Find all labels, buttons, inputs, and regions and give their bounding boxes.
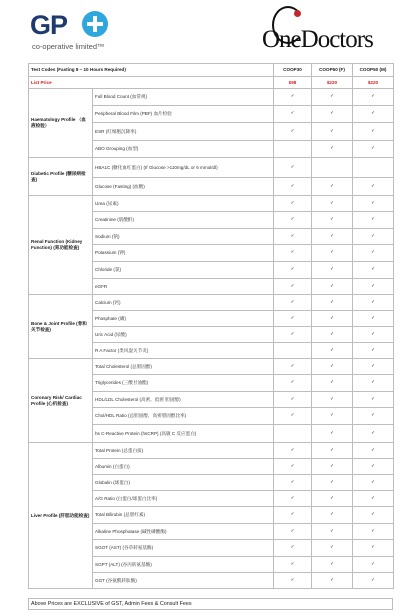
check-mark-icon: ✓ — [274, 475, 312, 491]
column-header-test-codes: Test Codes (Fasting 8 – 10 Hours Required) — [29, 64, 274, 77]
check-mark-icon: ✓ — [353, 141, 394, 158]
test-name: HDL/LDL Cholesterol (高密、低密 胆固醇) — [93, 392, 274, 408]
check-mark-icon: ✓ — [353, 557, 394, 573]
test-name: Triglycerides (三酸甘油酯) — [93, 375, 274, 392]
check-mark-icon: ✓ — [312, 359, 353, 375]
plus-icon — [82, 11, 108, 37]
check-mark-icon: ✓ — [353, 178, 394, 196]
check-mark-icon: ✓ — [353, 311, 394, 327]
table-row — [29, 89, 394, 106]
check-mark-icon: ✓ — [274, 408, 312, 425]
check-mark-icon: ✓ — [353, 279, 394, 295]
list-price-label: List Price — [29, 77, 274, 89]
health-screening-price-table — [28, 63, 394, 589]
price-coop50-f: $220 — [312, 77, 353, 89]
check-mark-icon: ✓ — [353, 573, 394, 589]
check-mark-icon: ✓ — [312, 229, 353, 245]
test-name: ABO Grouping (血型) — [93, 141, 274, 158]
column-header-coop30: COOP30 — [274, 64, 312, 77]
check-mark-icon: ✓ — [353, 123, 394, 141]
test-name: Chol/HDL Ratio (总胆固醇，高密胆固醇比率) — [93, 408, 274, 425]
profile-category: Bone & Joint Profile (骨和关节检查) — [29, 295, 93, 359]
test-name: HBA1C (糖化血红蛋白) (If Glucose >110mg/dL or 6 mmol/dl) — [93, 158, 274, 178]
check-mark-icon: ✓ — [353, 443, 394, 459]
test-name: Urea (尿素) — [93, 196, 274, 212]
test-name: SGPT (ALT) (谷丙转氨基酶) — [93, 557, 274, 573]
check-mark-icon: ✓ — [312, 425, 353, 443]
check-mark-icon: ✓ — [353, 196, 394, 212]
table-row — [29, 295, 394, 311]
check-mark-icon: ✓ — [312, 573, 353, 589]
check-mark-icon: ✓ — [312, 327, 353, 343]
check-mark-icon: ✓ — [274, 524, 312, 540]
test-name: SGOT (AST) (谷草转氨基酶) — [93, 540, 274, 557]
check-mark-icon: ✓ — [274, 262, 312, 279]
check-mark-icon — [274, 141, 312, 158]
check-mark-icon: ✓ — [353, 245, 394, 262]
check-mark-icon: ✓ — [312, 491, 353, 507]
check-mark-icon: ✓ — [353, 392, 394, 408]
check-mark-icon: ✓ — [312, 557, 353, 573]
check-mark-icon: ✓ — [353, 425, 394, 443]
check-mark-icon: ✓ — [353, 540, 394, 557]
table-row — [29, 443, 394, 459]
check-mark-icon: ✓ — [353, 408, 394, 425]
check-mark-icon: ✓ — [274, 359, 312, 375]
check-mark-icon: ✓ — [312, 196, 353, 212]
profile-category: Liver Profile (肝胆功能检查) — [29, 443, 93, 589]
check-mark-icon: ✓ — [312, 459, 353, 475]
check-mark-icon: ✓ — [353, 106, 394, 123]
profile-category: Diabetic Profile (糖尿病检查) — [29, 158, 93, 196]
test-name: Peripheral Blood Film (PBF) 血片检验 — [93, 106, 274, 123]
check-mark-icon: ✓ — [353, 229, 394, 245]
gp-logo-subtitle: co-operative limited™ — [32, 42, 105, 51]
check-mark-icon — [353, 158, 394, 178]
test-name: Calcium (钙) — [93, 295, 274, 311]
profile-category: Haematology Profile （血液检验） — [29, 89, 93, 158]
table-header-row — [29, 64, 394, 77]
check-mark-icon: ✓ — [353, 459, 394, 475]
check-mark-icon — [312, 158, 353, 178]
test-name: Uric Acid (尿酸) — [93, 327, 274, 343]
page-header — [0, 0, 415, 62]
check-mark-icon: ✓ — [274, 459, 312, 475]
test-name: Albumin (白蛋白) — [93, 459, 274, 475]
check-mark-icon: ✓ — [353, 491, 394, 507]
check-mark-icon: ✓ — [353, 375, 394, 392]
check-mark-icon: ✓ — [274, 540, 312, 557]
check-mark-icon: ✓ — [274, 158, 312, 178]
test-name: Globulin (球蛋白) — [93, 475, 274, 491]
onedoctors-logo-text: OneDoctors — [262, 26, 373, 53]
test-name: ESR (红细胞沉降率) — [93, 123, 274, 141]
check-mark-icon: ✓ — [312, 262, 353, 279]
check-mark-icon: ✓ — [274, 507, 312, 524]
check-mark-icon: ✓ — [274, 279, 312, 295]
profile-category: Renal Function (Kidney Function) (肾功能检查) — [29, 196, 93, 295]
check-mark-icon: ✓ — [312, 375, 353, 392]
check-mark-icon: ✓ — [274, 392, 312, 408]
check-mark-icon: ✓ — [312, 343, 353, 359]
check-mark-icon: ✓ — [274, 212, 312, 229]
check-mark-icon: ✓ — [312, 212, 353, 229]
check-mark-icon: ✓ — [353, 212, 394, 229]
test-name: Sodium (钠) — [93, 229, 274, 245]
price-disclaimer: Above Prices are EXCLUSIVE of GST, Admin Fees & Consult Fees — [28, 598, 393, 610]
stethoscope-head-icon — [294, 10, 301, 17]
check-mark-icon: ✓ — [353, 343, 394, 359]
onedoctors-logo — [262, 4, 412, 60]
check-mark-icon: ✓ — [312, 141, 353, 158]
column-header-coop50-f: COOP50 (F) — [312, 64, 353, 77]
test-name: Phosphate (磷) — [93, 311, 274, 327]
check-mark-icon: ✓ — [274, 196, 312, 212]
check-mark-icon — [274, 343, 312, 359]
check-mark-icon: ✓ — [312, 443, 353, 459]
check-mark-icon: ✓ — [353, 295, 394, 311]
check-mark-icon: ✓ — [274, 491, 312, 507]
check-mark-icon: ✓ — [353, 507, 394, 524]
table-row — [29, 196, 394, 212]
check-mark-icon: ✓ — [274, 229, 312, 245]
check-mark-icon: ✓ — [312, 540, 353, 557]
test-name: Potassium (钾) — [93, 245, 274, 262]
column-header-coop50-m: COOP50 (M) — [353, 64, 394, 77]
check-mark-icon: ✓ — [274, 443, 312, 459]
check-mark-icon: ✓ — [274, 573, 312, 589]
check-mark-icon: ✓ — [312, 311, 353, 327]
test-name: R A Factor (类风湿关节炎) — [93, 343, 274, 359]
check-mark-icon: ✓ — [274, 311, 312, 327]
test-name: Total Protein (总蛋白质) — [93, 443, 274, 459]
check-mark-icon: ✓ — [312, 178, 353, 196]
check-mark-icon: ✓ — [353, 359, 394, 375]
check-mark-icon: ✓ — [274, 375, 312, 392]
check-mark-icon: ✓ — [312, 524, 353, 540]
check-mark-icon: ✓ — [353, 262, 394, 279]
test-name: GGT (谷氨酰转肽酶) — [93, 573, 274, 589]
table-row — [29, 359, 394, 375]
check-mark-icon: ✓ — [353, 524, 394, 540]
check-mark-icon: ✓ — [312, 392, 353, 408]
check-mark-icon: ✓ — [353, 89, 394, 106]
check-mark-icon: ✓ — [274, 245, 312, 262]
test-name: hs C-Reactive Protein (hsCRP) (高敏 C 反应蛋白) — [93, 425, 274, 443]
check-mark-icon: ✓ — [353, 475, 394, 491]
check-mark-icon: ✓ — [312, 89, 353, 106]
check-mark-icon: ✓ — [312, 123, 353, 141]
check-mark-icon: ✓ — [312, 507, 353, 524]
test-name: Total Cholesterol (总胆固醇) — [93, 359, 274, 375]
price-coop30: $98 — [274, 77, 312, 89]
check-mark-icon: ✓ — [312, 408, 353, 425]
check-mark-icon: ✓ — [274, 327, 312, 343]
check-mark-icon: ✓ — [274, 295, 312, 311]
check-mark-icon: ✓ — [353, 327, 394, 343]
check-mark-icon: ✓ — [312, 106, 353, 123]
test-name: Alkaline Phosphatase (碱性磷酸酶) — [93, 524, 274, 540]
table-row — [29, 158, 394, 178]
check-mark-icon: ✓ — [312, 295, 353, 311]
check-mark-icon — [274, 425, 312, 443]
test-name: A/G Ratio (白蛋白/球蛋白比率) — [93, 491, 274, 507]
test-name: Glucose (Fasting) (血糖) — [93, 178, 274, 196]
check-mark-icon: ✓ — [312, 475, 353, 491]
test-name: Total Bilirubin (总胆红素) — [93, 507, 274, 524]
check-mark-icon: ✓ — [274, 123, 312, 141]
profile-category: Coronary Risk/ Cardiac Profile (心机检查) — [29, 359, 93, 443]
check-mark-icon: ✓ — [274, 178, 312, 196]
price-coop50-m: $220 — [353, 77, 394, 89]
check-mark-icon: ✓ — [312, 279, 353, 295]
list-price-row — [29, 77, 394, 89]
test-name: eGFR — [93, 279, 274, 295]
check-mark-icon: ✓ — [312, 245, 353, 262]
test-name: Chloride (氯) — [93, 262, 274, 279]
test-name: Creatinine (肌酸酐) — [93, 212, 274, 229]
gp-logo-text: GP — [30, 10, 68, 40]
gp-coop-logo — [30, 10, 120, 54]
check-mark-icon: ✓ — [274, 106, 312, 123]
test-name: Full Blood Count (血常规) — [93, 89, 274, 106]
check-mark-icon: ✓ — [274, 557, 312, 573]
check-mark-icon: ✓ — [274, 89, 312, 106]
